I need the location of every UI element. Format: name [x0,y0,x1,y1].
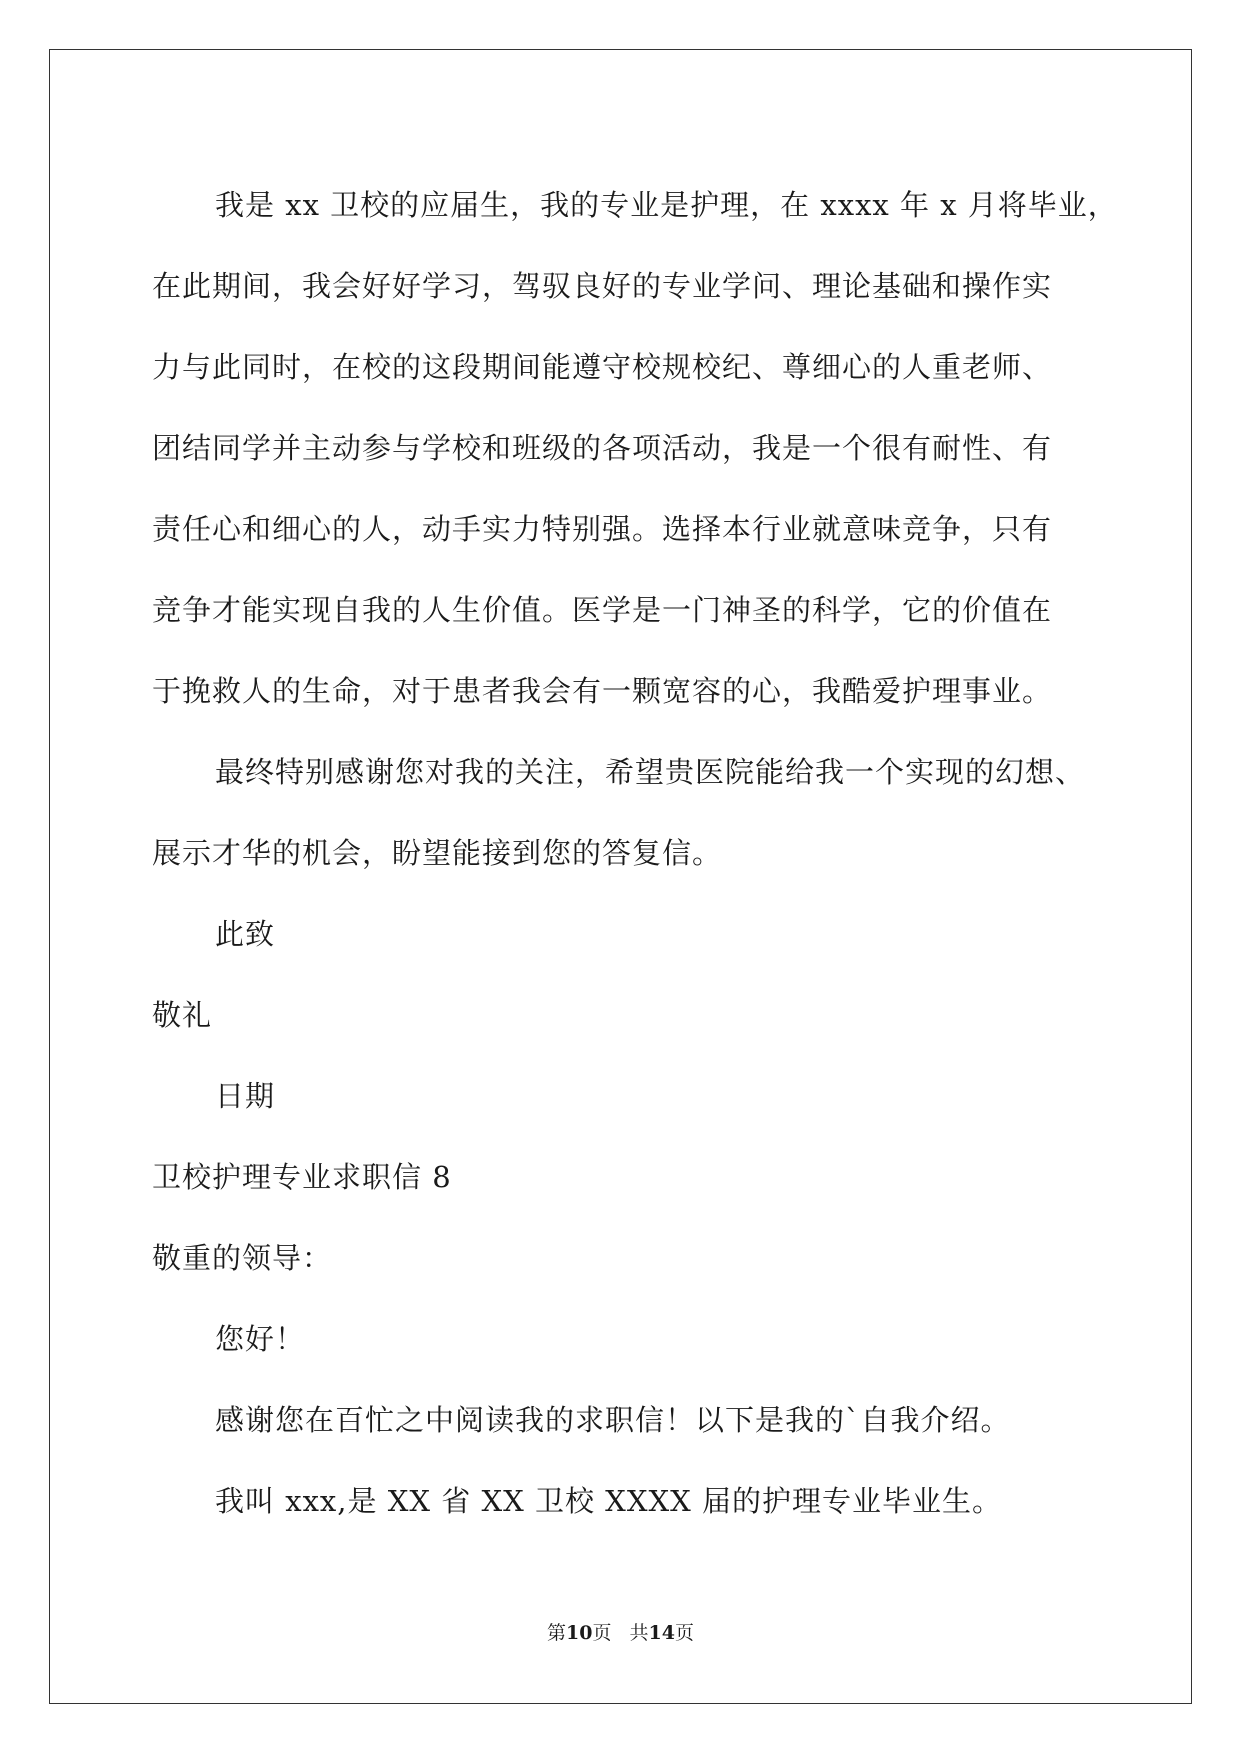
section-title: 卫校护理专业求职信 8 [152,1160,452,1194]
paragraph-line: 责任心和细心的人，动手实力特别强。选择本行业就意味竞争，只有 [152,512,1053,546]
closing-regards: 敬礼 [152,998,213,1032]
paragraph-line: 于挽救人的生命，对于患者我会有一颗宽容的心，我酷爱护理事业。 [152,674,1053,708]
paragraph-line: 感谢您在百忙之中阅读我的求职信！以下是我的`自我介绍。 [215,1403,1011,1437]
paragraph-line: 最终特别感谢您对我的关注，希望贵医院能给我一个实现的幻想、 [215,755,1086,789]
total-prefix: 共 [629,1622,649,1644]
paragraph-line: 我叫 xxx,是 XX 省 XX 卫校 XXXX 届的护理专业毕业生。 [215,1484,1002,1518]
page-suffix: 页 [592,1622,612,1644]
total-suffix: 页 [674,1622,694,1644]
date-label: 日期 [215,1079,276,1113]
page-prefix: 第 [547,1622,567,1644]
paragraph-line: 展示才华的机会，盼望能接到您的答复信。 [152,836,723,870]
paragraph-line: 力与此同时，在校的这段期间能遵守校规校纪、尊细心的人重老师、 [152,350,1053,384]
paragraph-line: 团结同学并主动参与学校和班级的各项活动，我是一个很有耐性、有 [152,431,1053,465]
paragraph-line: 在此期间，我会好好学习，驾驭良好的专业学问、理论基础和操作实 [152,269,1053,303]
document-body [152,165,1118,1542]
closing-salutation: 此致 [215,917,276,951]
page-footer [0,1618,1241,1645]
paragraph-line: 竞争才能实现自我的人生价值。医学是一门神圣的科学，它的价值在 [152,593,1053,627]
page-total: 14 [648,1622,675,1644]
paragraph-line: 我是 xx 卫校的应届生，我的专业是护理，在 xxxx 年 x 月将毕业， [215,188,1118,222]
greeting: 您好！ [215,1322,306,1356]
greeting-recipient: 敬重的领导： [152,1241,333,1275]
page-current: 10 [566,1622,593,1644]
